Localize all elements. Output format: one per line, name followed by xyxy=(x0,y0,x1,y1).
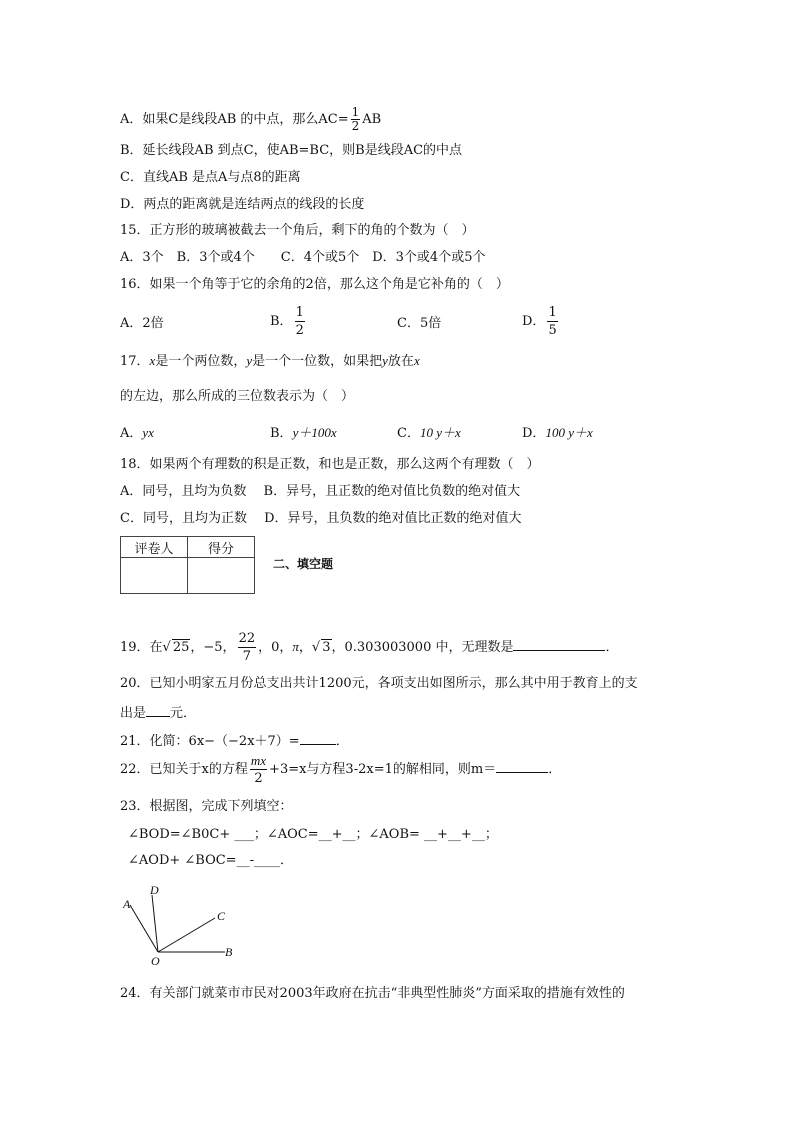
q22-answer-blank[interactable] xyxy=(496,758,548,773)
q15-options: A．3个 B．3个或4个 C．4个或5个 D．3个或4个或5个 xyxy=(120,250,486,265)
q20-answer-blank[interactable] xyxy=(146,702,170,717)
score-table-score-header: 得分 xyxy=(188,537,255,558)
q16-option-d: D． $\frac{1}{5}$ xyxy=(522,305,557,338)
q17-option-d: D．100 y＋x xyxy=(522,425,593,441)
q17-option-b: B．y＋100x xyxy=(270,425,337,441)
q19-fraction: $\frac{22}{7}$ xyxy=(238,631,256,664)
section-heading: 二、填空题 xyxy=(273,557,334,571)
q17-option-c: C．10 y＋x xyxy=(397,425,461,441)
q19-line: 19．在√ 25，−5， $\frac{22}{7}$ ，0，π，√ 3，0.303003000 中，无理数是 ． xyxy=(120,631,619,664)
label-c: C xyxy=(217,909,226,923)
q16-option-a: A．2倍 xyxy=(120,316,164,331)
q19-sqrt-3: √ 3 xyxy=(311,640,331,655)
q20-line1: 20．已知小明家五月份总支出共计1200元，各项支出如图所示，那么其中用于教育上的支 xyxy=(120,676,638,691)
score-table xyxy=(120,536,255,594)
score-table-score-cell[interactable] xyxy=(188,558,255,594)
q22-fraction: $\frac{mx}{2}$ xyxy=(250,753,267,786)
q16-d-fraction: $\frac{1}{5}$ xyxy=(548,305,557,338)
q18-options-ab: A．同号，且均为负数 B．异号，且正数的绝对值比负数的绝对值大 xyxy=(120,484,521,499)
q17-stem: 17．x是一个两位数，y是一个一位数，如果把y放在x xyxy=(120,353,420,369)
q21-line: 21．化简：6x−（−2x＋7）= ． xyxy=(120,730,349,751)
label-d: D xyxy=(150,883,159,897)
label-a: A xyxy=(123,897,131,911)
q19-sqrt-25: √ 25 xyxy=(162,640,190,655)
q24-line1: 24．有关部门就菜市市民对2003年政府在抗击“非典型性肺炎”方面采取的措施有效性的 xyxy=(120,986,625,1001)
q16-option-c: C．5倍 xyxy=(397,316,442,331)
q23-stem: 23．根据图，完成下列填空： xyxy=(120,799,293,814)
score-table-grader-cell[interactable] xyxy=(121,558,188,594)
q14-option-b: B．延长线段AB 到点C，使AB=BC，则B是线段AC的中点 xyxy=(120,143,463,158)
q18-options-cd: C．同号，且均为正数 D．异号，且负数的绝对值比正数的绝对值大 xyxy=(120,511,522,526)
q19-answer-blank[interactable] xyxy=(513,636,605,651)
q15-stem: 15．正方形的玻璃被截去一个角后，剩下的角的个数为（ ） xyxy=(120,223,475,238)
q20-line2: 出是 元． xyxy=(120,702,196,723)
q23-line2: ∠AOD+ ∠BOC=__-____． xyxy=(128,853,293,868)
q16-b-fraction: $\frac{1}{2}$ xyxy=(295,305,304,338)
q18-stem: 18．如果两个有理数的积是正数，和也是正数，那么这两个有理数（ ） xyxy=(120,457,540,472)
q22-line: 22．已知关于x的方程 $\frac{mx}{2}$ +3=x与方程3-2x=1的解相同，则m＝ ． xyxy=(120,753,562,786)
angle-diagram xyxy=(115,880,245,970)
q16-option-b: B． $\frac{1}{2}$ xyxy=(270,305,304,338)
q14-fraction: $\frac{1}{2}$ xyxy=(351,105,360,133)
q17-option-a: A．yx xyxy=(120,425,154,441)
label-b: B xyxy=(225,945,233,959)
score-table-grader-header: 评卷人 xyxy=(121,537,188,558)
q17-stem-line2: 的左边，那么所成的三位数表示为（ ） xyxy=(120,389,355,404)
q14-option-a: A．如果C是线段AB 的中点，那么AC= $\frac{1}{2}$ AB xyxy=(120,105,382,133)
q14-option-c: C．直线AB 是点A与点8的距离 xyxy=(120,170,301,185)
q23-line1: ∠BOD=∠B0C+ ___；∠AOC=__+__；∠AOB= __+__+__； xyxy=(128,827,498,842)
q14-option-d: D．两点的距离就是连结两点的线段的长度 xyxy=(120,197,365,212)
label-o: O xyxy=(151,954,160,968)
q21-answer-blank[interactable] xyxy=(300,730,336,745)
ray-oc xyxy=(158,918,215,952)
q16-stem: 16．如果一个角等于它的余角的2倍，那么这个角是它补角的（ ） xyxy=(120,277,509,292)
